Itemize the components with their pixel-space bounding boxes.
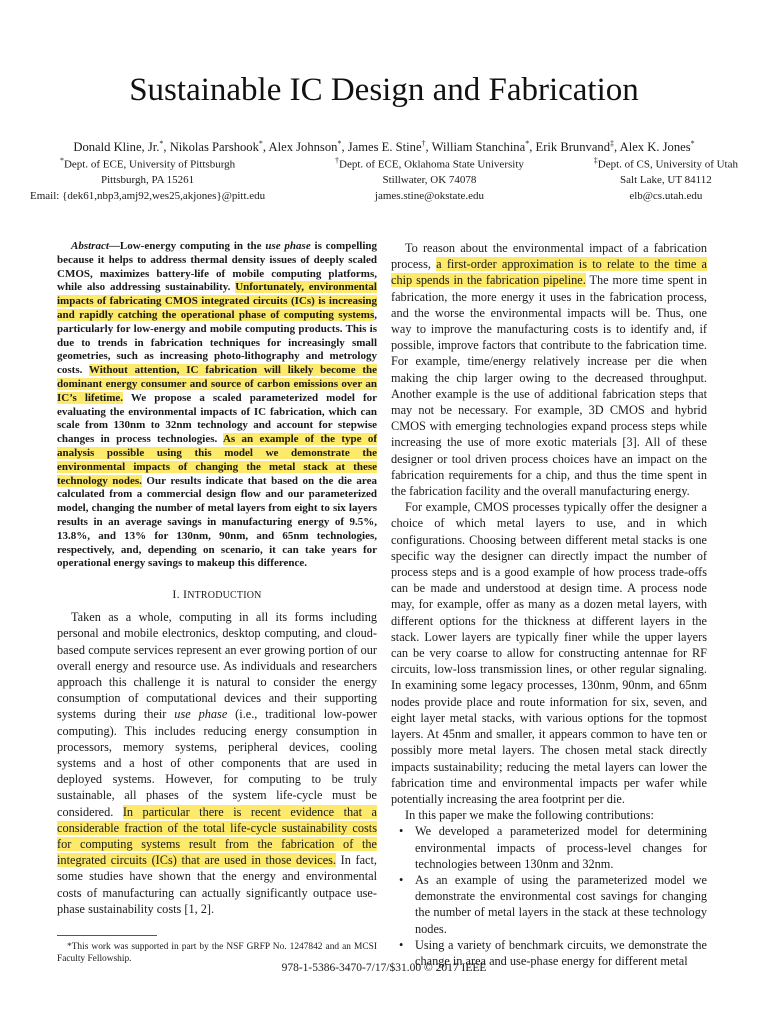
contributions-list (391, 823, 707, 969)
author-name: William Stanchina (431, 140, 526, 155)
highlight: In particular there is recent evidence that a considerable fraction of the total life-cycle sustainability costs for computing systems result from the fabrication of the integrated circuits (ICs) that are used in those devices. (57, 804, 377, 868)
paper-title: Sustainable IC Design and Fabrication (129, 72, 639, 108)
intro-paragraph: Taken as a whole, computing in all its forms including personal and mobile electronics, desktop computing, and cloud-based compute services represent an ever growing portion of our overall energy and resource use. As individuals and researchers approach this challenge it is natural to consider the energy consumption of computational devices and their supporting systems during their use phase (i.e., traditional low-power computing). This includes reducing energy consumption in processors, memory systems, peripheral devices, cooling systems and a host of other components that are used in deployed systems. However, for computing to be truly sustainable, all phases of the system life-cycle must be considered. In particular there is recent evidence that a considerable fraction of the total life-cycle sustainability costs for computing systems result from the fabrication of the integrated circuits (ICs) that are used in those devices. In fact, some studies have shown that the energy and environmental costs of manufacturing can actually significantly outpace use-phase sustainability costs [1, 2]. (57, 610, 377, 916)
list-item: • We developed a parameterized model for determining environmental impacts of process-level changes for technologies between 130nm and 32nm. (399, 824, 707, 871)
list-item: • Using a variety of benchmark circuits, we demonstrate the change in area and use-phase energy for different metal (399, 937, 707, 968)
author-name: Alex K. Jones (619, 140, 691, 155)
footnote-rule (57, 935, 157, 936)
affiliation-okstate: †Dept. of ECE, Oklahoma State University Stillwater, OK 74078 james.stine@okstate.edu (335, 153, 524, 204)
author-name: James E. Stine (347, 140, 422, 155)
section-heading-introduction: I. INTRODUCTION (172, 587, 262, 602)
bullet-icon: • (399, 824, 404, 839)
author-name: Nikolas Parshook (169, 140, 259, 155)
right-column (391, 240, 707, 969)
left-column (57, 240, 377, 965)
affiliation-pitt: *Dept. of ECE, University of Pittsburgh Pittsburgh, PA 15261 Email: {dek61,nbp3,amj92,wes25,akjones}@pitt.edu (30, 153, 265, 204)
bullet-icon: • (399, 872, 404, 887)
highlight: Unfortunately, environmental impacts of fabricating CMOS integrated circuits (ICs) is increasing and rapidly catching the operational phase of computing systems (57, 281, 377, 321)
paragraph: For example, CMOS processes typically offer the designer a choice of which metal layers to use, and in which configurations. Choosing between different metal stacks is one specific way the designer can directly impact the number of process steps and is a good example of how process trade-offs can be made and understood at design time. A process node may, for example, offer as many as a dozen metal layers, with different options for the thickness at different layers in the stack. Lower layers are typically finer while the upper layers can be very coarse to allow for constructing antennae for RF circuits, low-loss transmission lines, or other regular signaling. In examining some legacy processes, 130nm, 90nm, and 65nm nodes provide place and route information for six, seven, and eight layer metal stacks, with various options for the topmost layers. At 45nm and smaller, it appears common to have ten or possibly more metal layers. The chosen metal stack directly impacts sustainability; reducing the metal layers can lower the fabrication time and environmental impacts per wafer while potentially increasing the area footprint per die. (391, 500, 707, 806)
abstract: Abstract—Low-energy computing in the use phase is compelling because it helps to address thermal density issues of deeply scaled CMOS, maximizes battery-life of mobile computing platforms, while also addressing sustainability. Unfortunately, environmental impacts of fabricating CMOS integrated circuits (ICs) is increasing and rapidly catching the operational phase of computing systems, particularly for low-energy and mobile computing products. This is due to trends in fabrication techniques for increasingly small geometries, such as increasing photo-lithography and metrology costs. Without attention, IC fabrication will likely become the dominant energy consumer and source of carbon emissions over an IC’s lifetime. We propose a scaled parameterized model for evaluating the environmental impacts of IC fabrication, which can scale from 130nm to 32nm technology and account for stepwise changes in process technologies. As an example of the type of analysis possible using this model we demonstrate the environmental impacts of changing the metal stack at these technology nodes. Our results indicate that based on the die area calculated from a commercial design flow and our parameterized model, changing the number of metal layers from eight to six layers results in an average savings in manufacturing energy of 9.5%, 13.8%, and 13% for 130nm, 90nm, and 65nm technologies, respectively, and, depending on scenario, it can take years for operational energy savings to makeup this difference. (57, 240, 378, 570)
email: james.stine@okstate.edu (374, 189, 485, 202)
author-name: Alex Johnson (268, 140, 338, 155)
list-item: • As an example of using the parameterized model we demonstrate the environmental cost savings for changing the number of metal layers in the stack at these technology nodes. (399, 872, 707, 936)
affiliation-utah: ‡Dept. of CS, University of Utah Salt Lake, UT 84112 elb@cs.utah.edu (594, 153, 738, 204)
footnote: *This work was supported in part by the NSF GRFP No. 1247842 and an MCSI Faculty Fellowship. (57, 941, 377, 964)
abstract-label: Abstract (71, 240, 109, 252)
affiliations (30, 153, 738, 204)
author-list: Donald Kline, Jr.*, Nikolas Parshook*, Alex Johnson*, James E. Stine†, William Stanchina*, Erik Brunvand‡, Alex K. Jones* (73, 139, 695, 155)
bullet-icon: • (399, 937, 404, 952)
paragraph: To reason about the environmental impact of a fabrication process, a first-order approximation is to relate to the time a chip spends in the fabrication pipeline. The more time spent in fabrication, the more energy it uses in the fabrication process, and the worse the environmental impacts will be. Thus, one way to improve the manufacturing costs is to identify and, if possible, improve factors that contribute to the fabrication time. For example, time/energy relatively increase per die when making the chip larger owing to the decreased throughput. Another example is the use of additional fabrication steps that may not be necessary. For example, 3D CMOS and hybrid CMOS with emerging technologies expand process steps while increasing the use of more exotic materials [3]. All of these designer or tool driven process choices have an impact on the fabrication requirements for a chip, and thus the time spent in the fabrication facility and the overall manufacturing energy. (391, 241, 707, 499)
copyright-line: 978-1-5386-3470-7/17/$31.00 © 2017 IEEE (281, 962, 487, 974)
highlight: As an example of the type of analysis possible using this model we demonstrate the environmental impacts of changing the metal stack at these technology nodes. (57, 433, 377, 487)
author-name: Erik Brunvand (535, 140, 610, 155)
email: Email: {dek61,nbp3,amj92,wes25,akjones}@pitt.edu (30, 189, 266, 202)
author-name: Donald Kline, Jr. (73, 140, 160, 155)
paragraph: In this paper we make the following contributions: (405, 808, 654, 823)
email: elb@cs.utah.edu (629, 189, 703, 202)
highlight: a first-order approximation is to relate to the time a chip spends in the fabrication pipeline. (391, 257, 707, 288)
highlight: Without attention, IC fabrication will likely become the dominant energy consumer and source of carbon emissions over an IC’s lifetime. (57, 364, 377, 404)
